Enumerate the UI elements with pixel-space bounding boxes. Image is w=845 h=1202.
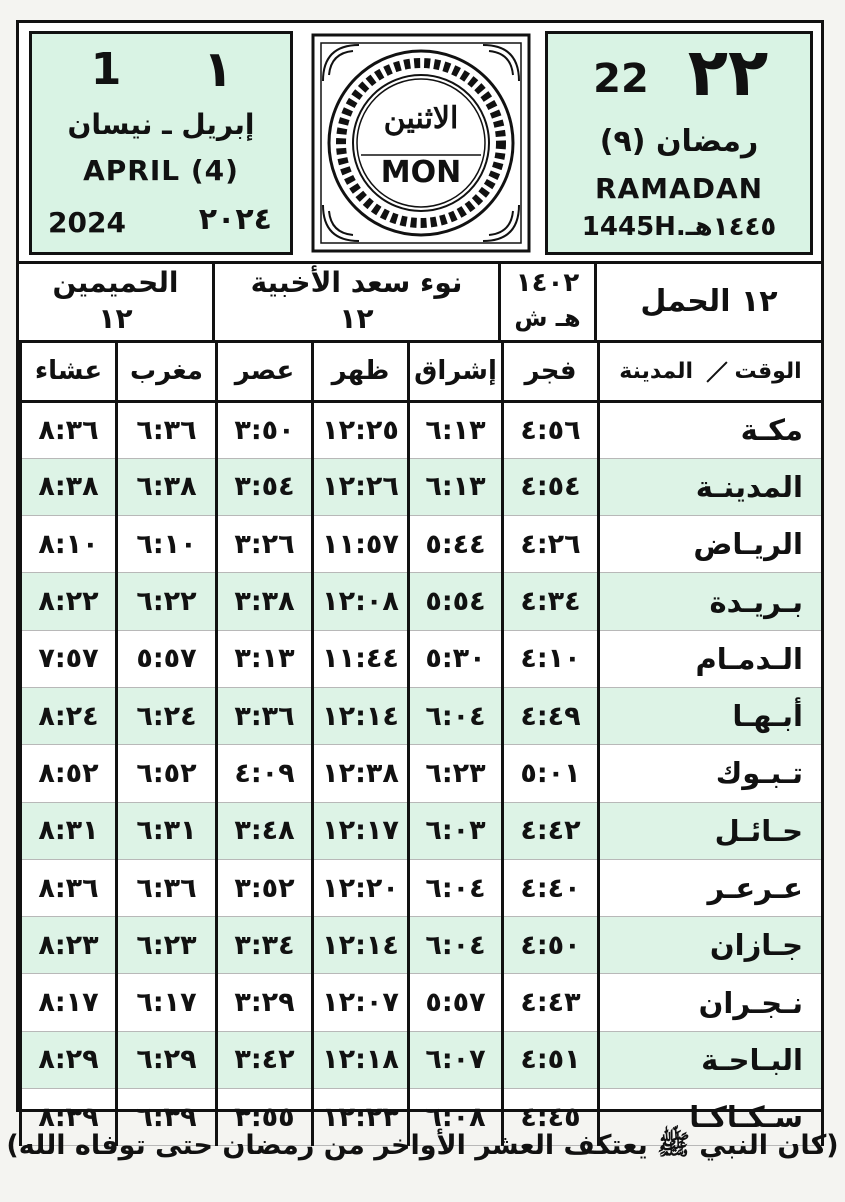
gregorian-day-arabic: ١ bbox=[202, 40, 234, 98]
fajr-header: فجر bbox=[503, 343, 599, 401]
zodiac-sign: ١٢ الحمل bbox=[640, 284, 778, 319]
city-label: المدينة bbox=[619, 358, 694, 384]
ishraq-time: ٥:٥٤ bbox=[409, 573, 503, 630]
isha-time: ٨:٣٩ bbox=[21, 1089, 117, 1146]
asr-time: ٣:٥٤ bbox=[217, 458, 313, 515]
gregorian-month-arabic: إبريل ـ نيسان bbox=[67, 108, 255, 141]
asr-time: ٣:٣٤ bbox=[217, 917, 313, 974]
maghrib-header: مغرب bbox=[117, 343, 217, 401]
city-name: الـدمـام bbox=[599, 630, 823, 687]
table-body bbox=[21, 401, 823, 1146]
ishraq-time: ٥:٣٠ bbox=[409, 630, 503, 687]
isha-time: ٨:٣٨ bbox=[21, 458, 117, 515]
asr-time: ٣:٤٨ bbox=[217, 802, 313, 859]
city-name: تـبـوك bbox=[599, 745, 823, 802]
isha-time: ٨:٣٦ bbox=[21, 859, 117, 916]
isha-time: ٨:٢٤ bbox=[21, 687, 117, 744]
footer-hadith: (كان النبي ﷺ يعتكف العشر الأواخر من رمضان حتى توفاه الله) bbox=[6, 1130, 839, 1161]
table-row bbox=[21, 859, 823, 916]
fajr-time: ٤:٥٤ bbox=[503, 458, 599, 515]
isha-time: ٨:٣١ bbox=[21, 802, 117, 859]
asr-time: ٣:١٣ bbox=[217, 630, 313, 687]
ishraq-time: ٦:٠٤ bbox=[409, 687, 503, 744]
fajr-time: ٥:٠١ bbox=[503, 745, 599, 802]
city-name: البـاحـة bbox=[599, 1031, 823, 1088]
maghrib-time: ٦:٣١ bbox=[117, 802, 217, 859]
table-row bbox=[21, 917, 823, 974]
gregorian-year-latin: 2024 bbox=[48, 206, 126, 239]
hijri-date-box bbox=[545, 31, 813, 255]
weekday-english: MON bbox=[380, 155, 462, 190]
table-row bbox=[21, 630, 823, 687]
table-row bbox=[21, 687, 823, 744]
isha-time: ٨:٥٢ bbox=[21, 745, 117, 802]
asr-time: ٣:٥٥ bbox=[217, 1089, 313, 1146]
asr-time: ٣:٥٢ bbox=[217, 859, 313, 916]
hamimin-value: ١٢ bbox=[98, 302, 133, 335]
fajr-time: ٤:١٠ bbox=[503, 630, 599, 687]
city-name: عـرعـر bbox=[599, 859, 823, 916]
diagonal-divider-icon bbox=[701, 360, 727, 384]
naw-name: نوء سعد الأخبية bbox=[250, 266, 463, 299]
isha-header: عشاء bbox=[21, 343, 117, 401]
dhuhr-header: ظهر bbox=[313, 343, 409, 401]
asr-time: ٣:٢٩ bbox=[217, 974, 313, 1031]
dhuhr-time: ١٢:٢٠ bbox=[313, 859, 409, 916]
table-row bbox=[21, 573, 823, 630]
table-row bbox=[21, 1031, 823, 1088]
city-name: بـريـدة bbox=[599, 573, 823, 630]
dhuhr-time: ١٢:٣٨ bbox=[313, 745, 409, 802]
maghrib-time: ٥:٥٧ bbox=[117, 630, 217, 687]
ishraq-time: ٥:٤٤ bbox=[409, 516, 503, 573]
fajr-time: ٤:٤٩ bbox=[503, 687, 599, 744]
dhuhr-time: ١٢:١٤ bbox=[313, 687, 409, 744]
naw-cell bbox=[215, 264, 501, 340]
ishraq-time: ٦:٠٧ bbox=[409, 1031, 503, 1088]
calendar-header bbox=[29, 31, 813, 255]
prayer-times-table bbox=[19, 343, 824, 1146]
city-name: المدينـة bbox=[599, 458, 823, 515]
hijri-day-arabic: ٢٢ bbox=[687, 34, 769, 111]
dhuhr-time: ١٢:١٨ bbox=[313, 1031, 409, 1088]
ornament-frame-icon bbox=[309, 31, 533, 255]
hijri-month-arabic: رمضان (٩) bbox=[599, 124, 759, 159]
ishraq-header: إشراق bbox=[409, 343, 503, 401]
hamimin-name: الحميمين bbox=[52, 266, 179, 299]
fajr-time: ٤:٤٢ bbox=[503, 802, 599, 859]
ishraq-time: ٦:٠٤ bbox=[409, 859, 503, 916]
fajr-time: ٤:٤٠ bbox=[503, 859, 599, 916]
maghrib-time: ٦:٢٩ bbox=[117, 1031, 217, 1088]
ishraq-time: ٦:٠٣ bbox=[409, 802, 503, 859]
calendar-sheet bbox=[16, 20, 824, 1135]
maghrib-time: ٦:٣٨ bbox=[117, 458, 217, 515]
isha-time: ٨:١٧ bbox=[21, 974, 117, 1031]
maghrib-time: ٦:٣٦ bbox=[117, 859, 217, 916]
city-name: نـجـران bbox=[599, 974, 823, 1031]
table-row bbox=[21, 974, 823, 1031]
isha-time: ٨:٣٦ bbox=[21, 401, 117, 458]
asr-time: ٣:٥٠ bbox=[217, 401, 313, 458]
fajr-time: ٤:٤٥ bbox=[503, 1089, 599, 1146]
table-row bbox=[21, 745, 823, 802]
ishraq-time: ٦:٢٣ bbox=[409, 745, 503, 802]
season-row bbox=[19, 261, 821, 343]
dhuhr-time: ١٢:٠٨ bbox=[313, 573, 409, 630]
solar-year-unit: هـ ش bbox=[514, 304, 581, 332]
isha-time: ٨:٢٩ bbox=[21, 1031, 117, 1088]
city-time-header bbox=[599, 343, 823, 401]
city-name: مكـة bbox=[599, 401, 823, 458]
fajr-time: ٤:٢٦ bbox=[503, 516, 599, 573]
table-row bbox=[21, 516, 823, 573]
fajr-time: ٤:٥٠ bbox=[503, 917, 599, 974]
ishraq-time: ٦:١٣ bbox=[409, 458, 503, 515]
ishraq-time: ٦:١٣ bbox=[409, 401, 503, 458]
maghrib-time: ٦:٢٤ bbox=[117, 687, 217, 744]
maghrib-time: ٦:١٧ bbox=[117, 974, 217, 1031]
gregorian-day-latin: 1 bbox=[90, 44, 122, 95]
city-name: سـكـاكـا bbox=[599, 1089, 823, 1146]
naw-value: ١٢ bbox=[339, 302, 374, 335]
fajr-time: ٤:٤٣ bbox=[503, 974, 599, 1031]
maghrib-time: ٦:٥٢ bbox=[117, 745, 217, 802]
maghrib-time: ٦:٢٢ bbox=[117, 573, 217, 630]
hamimin-cell bbox=[19, 264, 215, 340]
asr-time: ٣:٢٦ bbox=[217, 516, 313, 573]
time-label: الوقت bbox=[734, 358, 802, 384]
table-header-row bbox=[21, 343, 823, 401]
asr-time: ٣:٤٢ bbox=[217, 1031, 313, 1088]
solar-year: ١٤٠٢ bbox=[515, 268, 580, 298]
dhuhr-time: ١١:٤٤ bbox=[313, 630, 409, 687]
ishraq-time: ٦:٠٨ bbox=[409, 1089, 503, 1146]
asr-time: ٤:٠٩ bbox=[217, 745, 313, 802]
isha-time: ٨:١٠ bbox=[21, 516, 117, 573]
asr-header: عصر bbox=[217, 343, 313, 401]
ishraq-time: ٥:٥٧ bbox=[409, 974, 503, 1031]
asr-time: ٣:٣٨ bbox=[217, 573, 313, 630]
hijri-year: 1445H.١٤٤٥هـ bbox=[581, 212, 777, 242]
table-row bbox=[21, 458, 823, 515]
fajr-time: ٤:٣٤ bbox=[503, 573, 599, 630]
weekday-emblem bbox=[309, 31, 533, 255]
hijri-month-english: RAMADAN bbox=[594, 172, 764, 205]
gregorian-year-arabic: ٢٠٢٤ bbox=[198, 202, 272, 237]
fajr-time: ٤:٥٦ bbox=[503, 401, 599, 458]
maghrib-time: ٦:٣٩ bbox=[117, 1089, 217, 1146]
gregorian-date-box bbox=[29, 31, 293, 255]
isha-time: ٨:٢٣ bbox=[21, 917, 117, 974]
maghrib-time: ٦:٣٦ bbox=[117, 401, 217, 458]
maghrib-time: ٦:٢٣ bbox=[117, 917, 217, 974]
weekday-arabic: الاثنين bbox=[383, 101, 459, 136]
city-name: جـازان bbox=[599, 917, 823, 974]
dhuhr-time: ١٢:٢٥ bbox=[313, 401, 409, 458]
hijri-day-latin: 22 bbox=[593, 56, 649, 102]
isha-time: ٧:٥٧ bbox=[21, 630, 117, 687]
table-row bbox=[21, 401, 823, 458]
isha-time: ٨:٢٢ bbox=[21, 573, 117, 630]
dhuhr-time: ١١:٥٧ bbox=[313, 516, 409, 573]
zodiac-cell bbox=[597, 264, 821, 340]
dhuhr-time: ١٢:١٤ bbox=[313, 917, 409, 974]
table-row bbox=[21, 802, 823, 859]
dhuhr-time: ١٢:١٧ bbox=[313, 802, 409, 859]
city-name: حـائـل bbox=[599, 802, 823, 859]
maghrib-time: ٦:١٠ bbox=[117, 516, 217, 573]
gregorian-month-english: APRIL (4) bbox=[83, 154, 239, 187]
dhuhr-time: ١٢:٢٣ bbox=[313, 1089, 409, 1146]
city-name: أبـهـا bbox=[599, 687, 823, 744]
dhuhr-time: ١٢:٢٦ bbox=[313, 458, 409, 515]
ishraq-time: ٦:٠٤ bbox=[409, 917, 503, 974]
city-name: الريـاض bbox=[599, 516, 823, 573]
solar-year-cell bbox=[501, 264, 597, 340]
asr-time: ٣:٣٦ bbox=[217, 687, 313, 744]
fajr-time: ٤:٥١ bbox=[503, 1031, 599, 1088]
dhuhr-time: ١٢:٠٧ bbox=[313, 974, 409, 1031]
